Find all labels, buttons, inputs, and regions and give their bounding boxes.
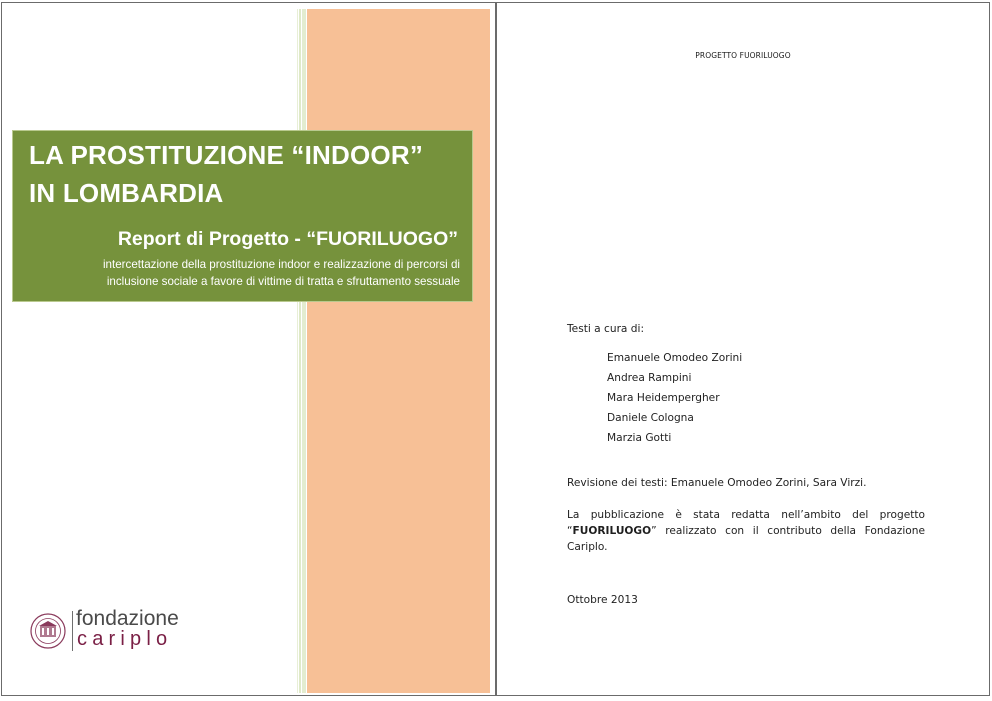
title-box [12, 130, 473, 302]
cover-description-line-2: inclusione sociale a favore di vittime di tratta e sfruttamento sessuale [106, 275, 460, 288]
author-item: Andrea Rampini [607, 372, 692, 384]
publication-text-post: ” realizzato con il contributo della Fondazione Cariplo. [567, 525, 925, 553]
cover-subtitle: Report di Progetto - “FUORILUOGO” [117, 228, 458, 250]
logo-separator [72, 611, 73, 651]
credits-page [496, 2, 990, 696]
cover-description [40, 256, 460, 290]
cover-description-line-1: intercettazione della prostituzione indoor e realizzazione di percorsi di [102, 258, 460, 271]
publication-project-name: FUORILUOGO [572, 525, 652, 537]
author-item: Mara Heidempergher [607, 392, 720, 404]
author-item: Daniele Cologna [607, 412, 694, 424]
author-list [607, 352, 742, 452]
logo-cariplo-text: cariplo [77, 628, 173, 650]
seal-icon [30, 613, 66, 649]
cover-page [1, 2, 496, 696]
revision-note: Revisione dei testi: Emanuele Omodeo Zorini, Sara Virzi. [567, 477, 867, 489]
publication-text-pre: La pubblicazione è stata redatta nell’ambito del progetto “ [567, 509, 925, 537]
orange-band [307, 9, 490, 693]
decorative-stripes [297, 9, 307, 693]
author-item: Marzia Gotti [607, 432, 672, 444]
fondazione-cariplo-logo [30, 609, 210, 655]
running-header: PROGETTO FUORILUOGO [695, 51, 791, 60]
publication-note [567, 507, 925, 555]
publication-date: Ottobre 2013 [567, 594, 638, 606]
curated-by-label: Testi a cura di: [567, 323, 645, 335]
cover-title-line-1: LA PROSTITUZIONE “INDOOR” [29, 140, 424, 170]
cover-title-line-2: IN LOMBARDIA [29, 178, 224, 208]
author-item: Emanuele Omodeo Zorini [607, 352, 743, 364]
logo-fondazione-text: fondazione [76, 607, 179, 630]
